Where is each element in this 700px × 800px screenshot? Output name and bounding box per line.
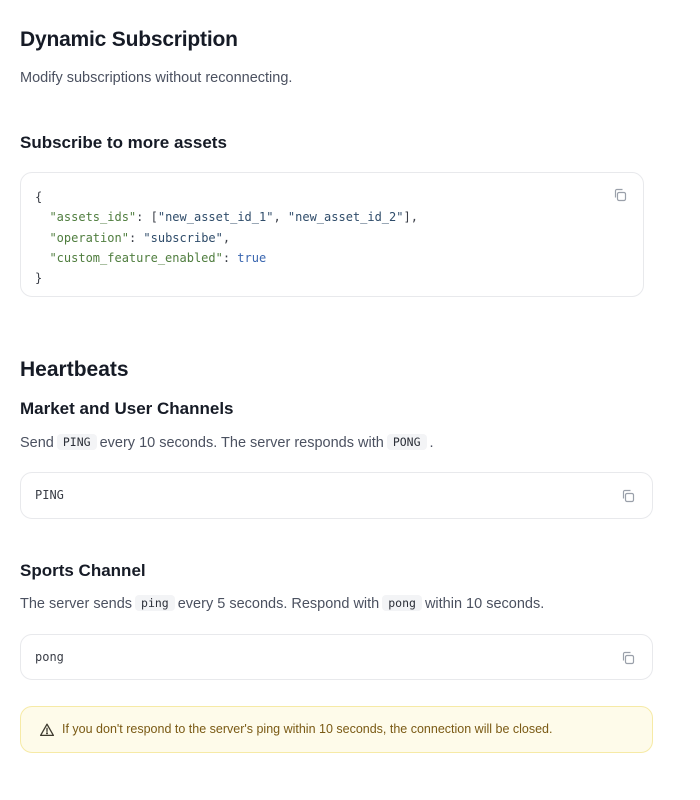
inline-code-ping: PING <box>57 434 97 450</box>
json-array-close: ], <box>403 210 418 225</box>
pong-code-block <box>20 634 653 680</box>
subscribe-section-title: Subscribe to more assets <box>20 133 227 152</box>
ping-code: PING <box>35 488 64 502</box>
json-sep: : <box>128 230 144 245</box>
inline-code-ping-lower: ping <box>135 595 175 611</box>
copy-icon[interactable] <box>613 188 627 202</box>
page-title: Dynamic Subscription <box>20 28 238 51</box>
warning-text: If you don't respond to the server's ping within 10 seconds, the connection will be closed. <box>62 722 553 736</box>
json-comma: , <box>222 230 231 245</box>
market-text-before: Send <box>20 435 54 451</box>
json-open-brace: { <box>35 190 43 204</box>
json-sep: : <box>136 210 151 225</box>
page-subtitle: Modify subscriptions without reconnecting. <box>20 70 293 86</box>
sports-text-after: within 10 seconds. <box>424 596 545 612</box>
json-key-operation: "operation" <box>49 230 129 245</box>
json-code <box>35 187 418 288</box>
warning-triangle-icon <box>39 722 55 738</box>
json-value-operation: "subscribe" <box>143 230 223 245</box>
json-close-brace: } <box>35 271 43 286</box>
inline-code-pong: PONG <box>387 434 427 450</box>
json-sep: : <box>222 250 238 265</box>
market-text-after: . <box>429 435 434 451</box>
market-text-middle: every 10 seconds. The server responds with <box>99 435 384 451</box>
market-channels-title: Market and User Channels <box>20 399 234 418</box>
sports-text-before: The server sends <box>20 596 133 612</box>
sports-channel-title: Sports Channel <box>20 561 146 580</box>
json-key-custom-feature: "custom_feature_enabled" <box>49 250 223 265</box>
sports-channel-description <box>20 595 544 612</box>
inline-code-pong-lower: pong <box>382 595 422 611</box>
json-value-asset-2: "new_asset_id_2" <box>287 210 404 225</box>
json-comma: , <box>273 210 288 225</box>
market-channels-description <box>20 434 434 451</box>
heartbeats-title: Heartbeats <box>20 358 129 381</box>
pong-code: pong <box>35 650 64 664</box>
json-key-assets-ids: "assets_ids" <box>49 210 137 225</box>
json-array-open: [ <box>150 210 158 225</box>
json-value-asset-1: "new_asset_id_1" <box>157 210 274 225</box>
sports-text-middle: every 5 seconds. Respond with <box>177 596 380 612</box>
warning-callout <box>20 706 653 753</box>
copy-icon[interactable] <box>621 489 635 503</box>
subscribe-code-block <box>20 172 644 297</box>
json-value-custom-feature: true <box>237 250 267 265</box>
copy-icon[interactable] <box>621 651 635 665</box>
ping-code-block <box>20 472 653 519</box>
